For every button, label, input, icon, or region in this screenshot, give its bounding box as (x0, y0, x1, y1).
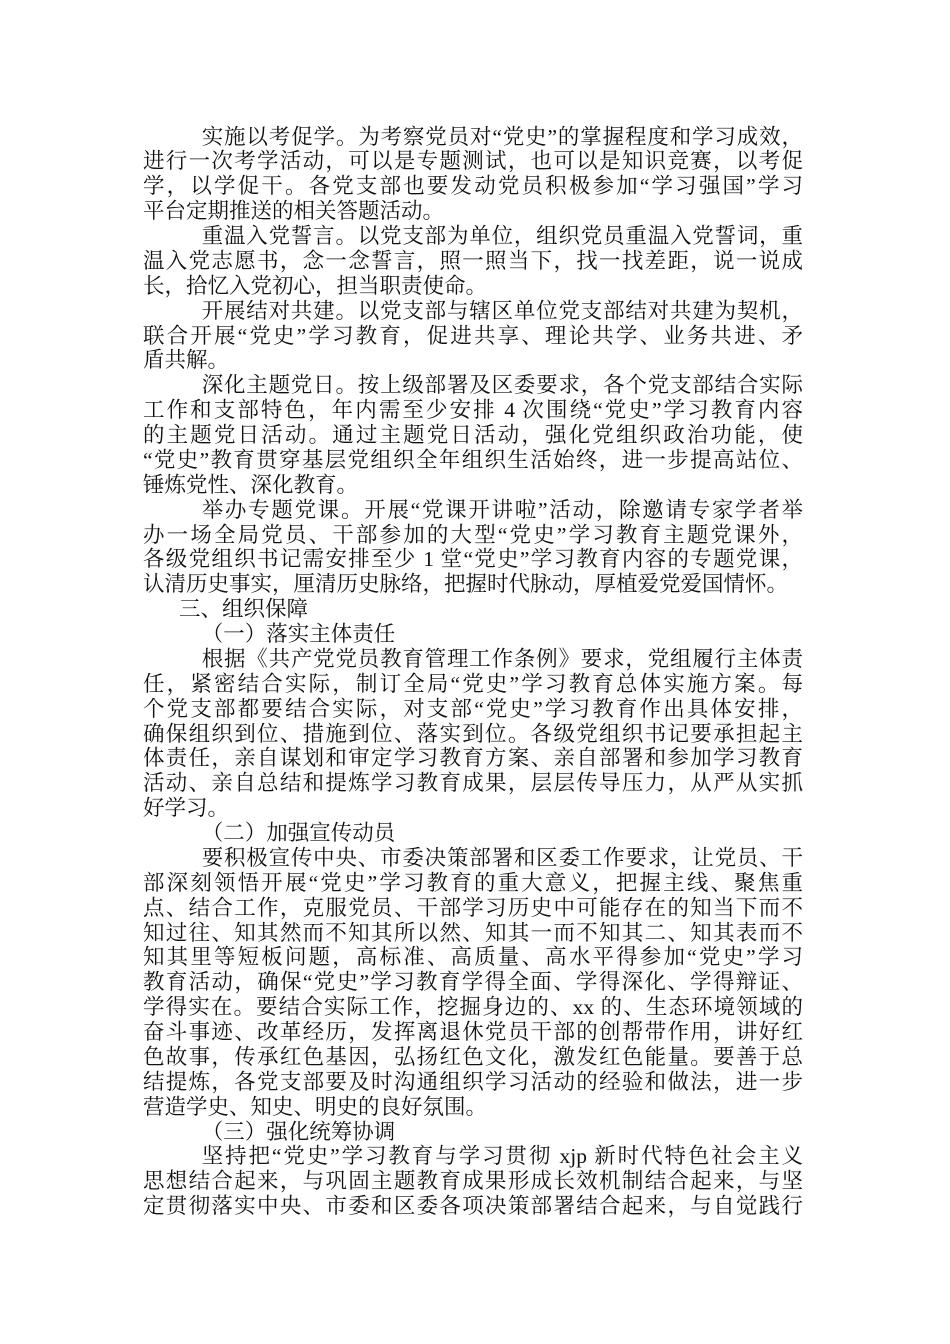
text-line: 联合开展“党史”学习教育，促进共享、理论共学、业务共进、矛 (143, 323, 803, 348)
subsection-heading: （二）加强宣传动员 (201, 821, 396, 845)
text-line: 营造学史、知史、明史的良好氛围。 (143, 1094, 488, 1119)
text-line: 结提炼，各党支部要及时沟通组织学习活动的经验和做法，进一步 (143, 1069, 803, 1094)
text-line: 奋斗事迹、改革经历，发挥离退休党员干部的创帮带作用，讲好红 (143, 1020, 803, 1044)
text-line: 确保组织到位、措施到位、落实到位。各级党组织书记要承担起主 (143, 721, 803, 746)
paragraph-exam-study (143, 125, 803, 225)
text-line: 举办专题党课。开展“党课开讲啦”活动，除邀请专家学者举 (201, 497, 803, 522)
paragraph-special-lecture (143, 498, 803, 598)
text-line: 学，以学促干。各党支部也要发动党员积极参加“学习强国”学习 (143, 174, 803, 199)
text-line: 开展结对共建。以党支部与辖区单位党支部结对共建为契机， (201, 298, 803, 323)
text-line: 各级党组织书记需安排至少 1 堂“党史”学习教育内容的专题党课， (143, 547, 803, 572)
text-line: 长，拾忆入党初心，担当职责使命。 (143, 273, 488, 298)
text-line: 深化主题党日。按上级部署及区委要求，各个党支部结合实际 (201, 373, 803, 398)
text-line: 定贯彻落实中央、市委和区委各项决策部署结合起来，与自觉践行 (143, 1194, 803, 1219)
text-line: 办一场全局党员、干部参加的大型“党史”学习教育主题党课外， (143, 522, 803, 547)
paragraph-joint-building (143, 299, 803, 374)
text-line: 盾共解。 (143, 348, 230, 373)
text-line: 教育活动，确保“党史”学习教育学得全面、学得深化、学得辩证、 (143, 970, 803, 995)
paragraph-coordination (143, 1144, 803, 1219)
text-line: 知其里等短板问题，高标准、高质量、高水平得参加“党史”学习 (143, 945, 803, 970)
text-line: 好学习。 (143, 796, 230, 821)
subsection-heading: （三）强化统筹协调 (201, 1119, 396, 1144)
text-line: 点、结合工作，克服党员、干部学习历史中可能存在的知当下而不 (143, 895, 803, 920)
text-line: 锤炼党性、深化教育。 (143, 472, 359, 497)
section-heading: 三、组织保障 (179, 597, 309, 622)
text-line: 思想结合起来，与巩固主题教育成果形成长效机制结合起来，与坚 (143, 1169, 803, 1194)
text-line: 任，紧密结合实际，制订全局“党史”学习教育总体实施方案。每 (143, 671, 803, 696)
text-line: 要积极宣传中央、市委决策部署和区委工作要求，让党员、干 (201, 845, 803, 870)
text-line: 实施以考促学。为考察党员对“党史”的掌握程度和学习成效， (201, 124, 803, 149)
text-line: 活动、亲自总结和提炼学习教育成果，层层传导压力，从严从实抓 (143, 771, 803, 796)
text-line: 根据《共产党党员教育管理工作条例》要求，党组履行主体责 (201, 646, 803, 671)
paragraph-theme-party-day (143, 373, 803, 497)
text-line: 坚持把“党史”学习教育与学习贯彻 xjp 新时代特色社会主义 (201, 1144, 803, 1169)
text-line: 进行一次考学活动，可以是专题测试，也可以是知识竞赛，以考促 (143, 149, 803, 174)
text-line: 个党支部都要结合实际，对支部“党史”学习教育作出具体安排， (143, 696, 803, 721)
paragraph-publicity (143, 846, 803, 1120)
text-line: 温入党志愿书，念一念誓言，照一照当下，找一找差距，说一说成 (143, 248, 803, 273)
text-line: 色故事，传承红色基因，弘扬红色文化，激发红色能量。要善于总 (143, 1044, 803, 1069)
text-line: 部深刻领悟开展“党史”学习教育的重大意义，把握主线、聚焦重 (143, 870, 803, 895)
text-line: 认清历史事实，厘清历史脉络，把握时代脉动，厚植爱党爱国情怀。 (143, 572, 789, 597)
text-line: 平台定期推送的相关答题活动。 (143, 199, 445, 224)
text-line: 知过往、知其然而不知其所以然、知其一而不知其二、知其表而不 (143, 920, 803, 945)
document-page (143, 125, 803, 1220)
text-line: 的主题党日活动。通过主题党日活动，强化党组织政治功能，使 (143, 423, 803, 447)
subsection-heading: （一）落实主体责任 (201, 622, 396, 646)
paragraph-responsibility (143, 647, 803, 821)
paragraph-oath-review (143, 224, 803, 299)
text-line: 工作和支部特色，年内需至少安排 4 次围绕“党史”学习教育内容 (143, 398, 803, 423)
text-line: 学得实在。要结合实际工作，挖掘身边的、xx 的、生态环境领域的 (143, 995, 803, 1020)
text-line: 重温入党誓言。以党支部为单位，组织党员重温入党誓词，重 (201, 224, 803, 248)
text-line: 体责任，亲自谋划和审定学习教育方案、亲自部署和参加学习教育 (143, 746, 803, 771)
text-line: “党史”教育贯穿基层党组织全年组织生活始终，进一步提高站位、 (143, 447, 803, 472)
